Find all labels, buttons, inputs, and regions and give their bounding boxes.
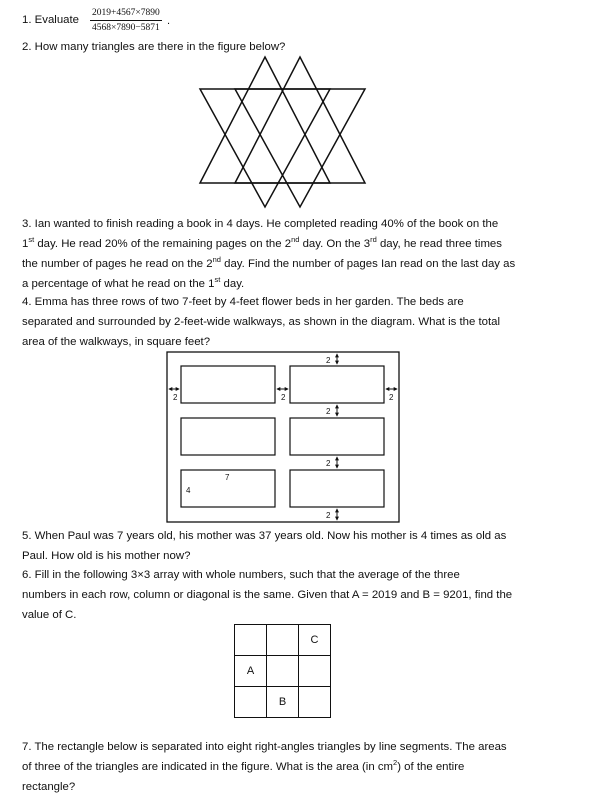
q7-text: ) of the entire [397,761,465,773]
dimension-label: 2 [281,393,286,402]
flower-bed [290,366,384,403]
question-7-line-1: 7. The rectangle below is separated into eight right-angles triangles by line segments. The areas [22,741,507,753]
dimension-label: 2 [326,407,331,416]
q3-text: day, he read three times [376,238,502,250]
grid-cell [235,625,267,656]
grid-cell [299,687,331,718]
question-5-line-2: Paul. How old is his mother now? [22,550,191,562]
bed-length-label: 7 [225,473,230,482]
flower-bed [181,366,275,403]
question-3-line-4 [22,274,546,294]
q3-sup: nd [291,235,300,245]
flower-bed [181,470,275,507]
question-2-text: 2. How many triangles are there in the figure below? [22,41,286,53]
downward-left-triangle [200,89,330,207]
grid-cell: C [299,625,331,656]
question-2 [22,37,546,57]
dimension-label: 2 [326,459,331,468]
question-4-line-1: 4. Emma has three rows of two 7-feet by 4-feet flower beds in her garden. The beds are [22,296,464,308]
q7-sup: 2 [393,758,398,768]
fraction-numerator: 2019+4567×7890 [90,6,162,21]
bed-width-label: 4 [186,486,191,495]
question-1-fraction [90,6,162,36]
question-7-line-3: rectangle? [22,781,76,793]
dimension-label: 2 [173,393,178,402]
garden-outer-border [167,352,399,522]
grid-cell [299,656,331,687]
question-6-line-1: 6. Fill in the following 3×3 array with whole numbers, such that the average of the three [22,569,460,581]
question-3-line-2 [22,234,546,254]
question-1-period: . [167,15,171,27]
question-4-line-2: separated and surrounded by 2-feet-wide walkways, as shown in the diagram. What is the total [22,316,501,328]
question-6-line-2: numbers in each row, column or diagonal is the same. Given that A = 2019 and B = 9201, find the [22,589,513,601]
q3-sup: st [214,275,221,285]
q3-text: the number of pages he read on the 2 [22,258,213,270]
grid-cell: A [235,656,267,687]
question-4 [22,292,546,352]
grid-cell [267,625,299,656]
question-3-line-1: 3. Ian wanted to finish reading a book in 4 days. He completed reading 40% of the book on the [22,218,499,230]
question-5 [22,526,546,566]
q3-text: day. Find the number of pages Ian read on the last day as [220,258,516,270]
upward-right-triangle [235,57,365,183]
question-7 [22,737,546,797]
q7-text: of three of the triangles are indicated in the figure. What is the area (in cm [22,761,394,773]
upward-large-triangle [200,57,330,183]
grid-cell [235,687,267,718]
magic-square-grid [234,624,331,718]
dimension-label: 2 [326,511,331,520]
question-5-line-1: 5. When Paul was 7 years old, his mother was 37 years old. Now his mother is 4 times as old as [22,530,507,542]
q3-sup: st [28,235,35,245]
fraction-denominator: 4568×7890−5871 [92,23,160,33]
question-6 [22,565,546,625]
question-1-label: 1. Evaluate [22,14,79,26]
grid-cell [267,656,299,687]
q3-sup: nd [212,255,221,265]
q3-text: day. He read 20% of the remaining pages on the 2 [34,238,292,250]
dimension-label: 2 [389,393,394,402]
q3-text: a percentage of what he read on the 1 [22,278,215,290]
q3-text: day. On the 3 [299,238,371,250]
question-3 [22,214,546,294]
question-7-line-2 [22,757,546,777]
downward-right-triangle [235,89,365,207]
q3-text: 1 [22,238,29,250]
q3-text: day. [220,278,245,290]
q3-sup: rd [370,235,377,245]
flower-bed [290,418,384,455]
question-6-line-3: value of C. [22,609,77,621]
question-3-line-3 [22,254,546,274]
dimension-label: 2 [326,356,331,365]
flower-bed [181,418,275,455]
grid-cell: B [267,687,299,718]
flower-bed [290,470,384,507]
question-4-line-3: area of the walkways, in square feet? [22,336,211,348]
